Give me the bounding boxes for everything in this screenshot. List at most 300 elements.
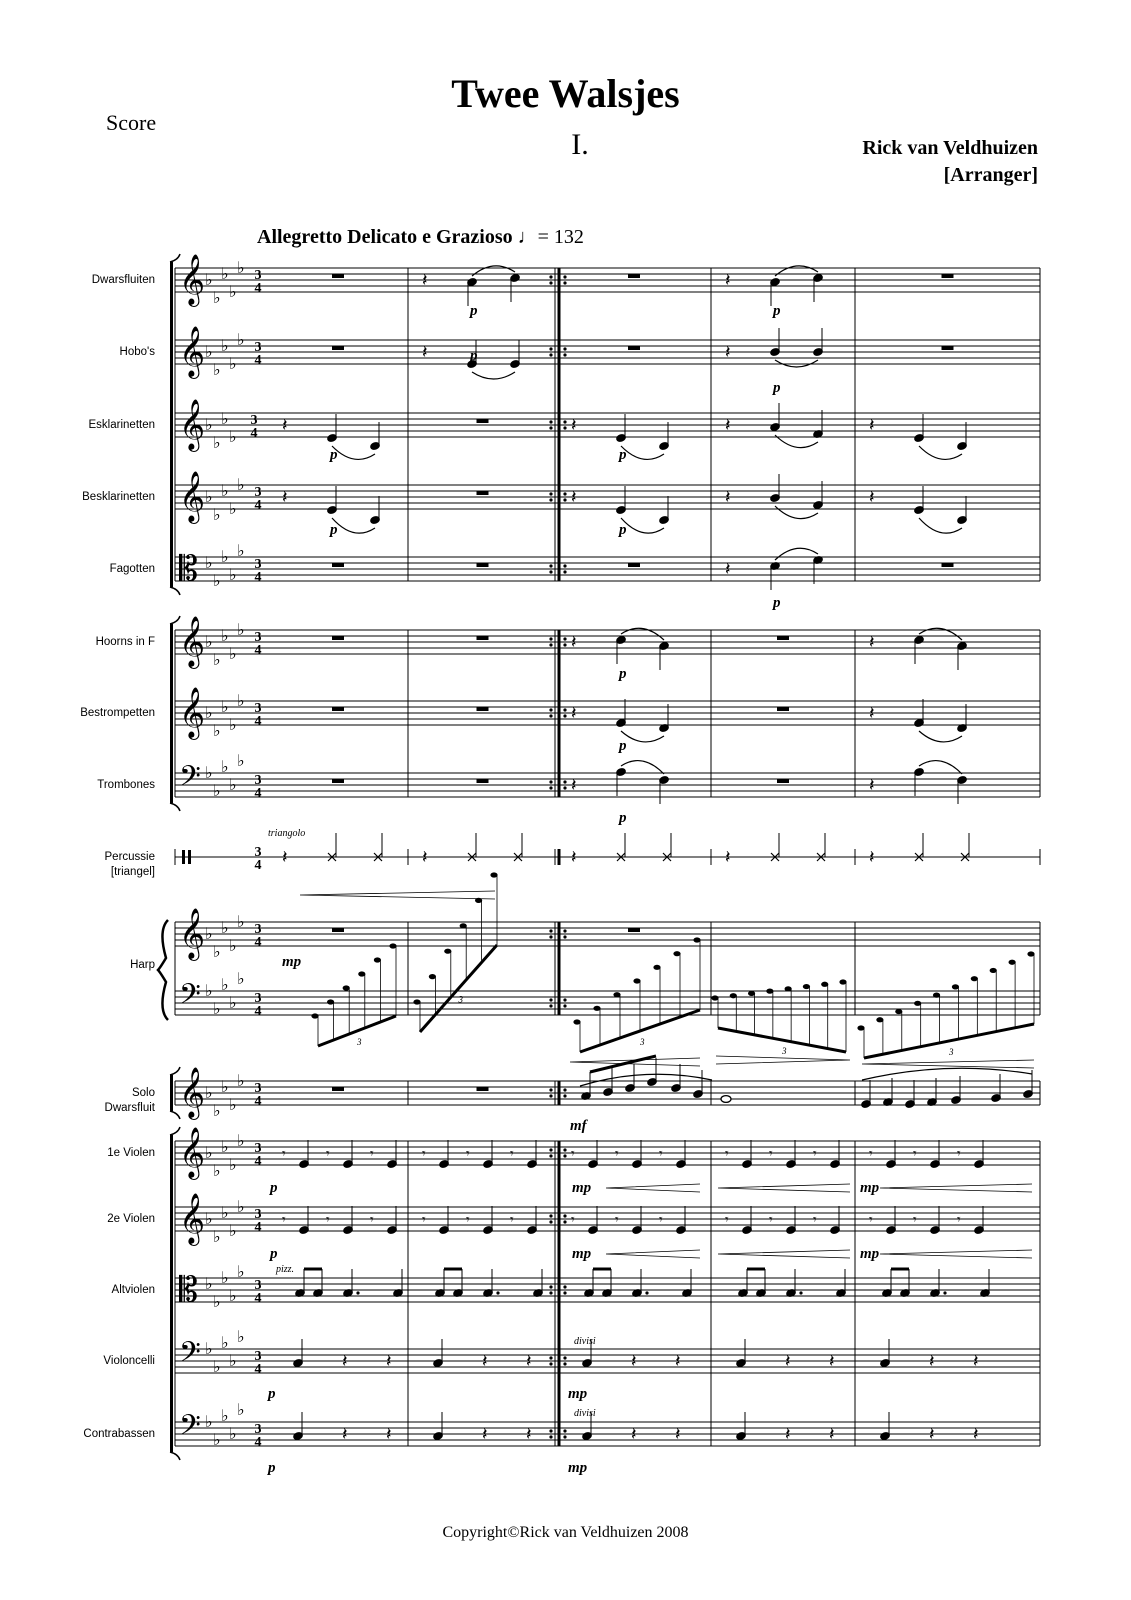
whole-rest-icon — [477, 563, 489, 567]
repeat-dot — [563, 353, 566, 356]
flat-icon: ♭ — [221, 1335, 229, 1352]
flat-icon: ♭ — [221, 338, 229, 355]
quarter-rest-icon: 𝄽 — [282, 415, 288, 435]
composer-name: Rick van Veldhuizen — [862, 137, 1038, 159]
eighth-rest-icon: 𝄾 — [813, 1213, 817, 1228]
note-head — [766, 989, 773, 994]
eighth-rest-icon: 𝄾 — [326, 1213, 330, 1228]
quarter-note-icon: ♩ — [517, 226, 538, 248]
clef-icon: 𝄞 — [179, 327, 206, 376]
eighth-rest-icon: 𝄾 — [326, 1147, 330, 1162]
slur — [472, 372, 515, 379]
quarter-rest-icon: 𝄽 — [631, 1424, 637, 1444]
eighth-rest-icon: 𝄾 — [725, 1147, 729, 1162]
clef-icon: 𝄢 — [179, 1411, 201, 1448]
instrument-label-violins-1: 1e Violen — [107, 1147, 155, 1159]
clef-icon: 𝄞 — [179, 255, 206, 304]
whole-rest-icon — [777, 636, 789, 640]
time-signature-numerator: 3 — [254, 268, 262, 283]
slur — [775, 506, 818, 519]
flat-icon: ♭ — [229, 1288, 237, 1305]
whole-rest-icon — [332, 1087, 344, 1091]
dynamic-p: p — [270, 1246, 278, 1262]
time-signature-numerator: 3 — [254, 922, 262, 937]
repeat-dot — [563, 492, 566, 495]
repeat-dot — [563, 498, 566, 501]
repeat-dot — [549, 564, 552, 567]
flat-icon: ♭ — [229, 938, 237, 955]
quarter-rest-icon: 𝄽 — [571, 415, 577, 435]
whole-rest-icon — [332, 779, 344, 783]
repeat-dot — [563, 564, 566, 567]
clef-icon: 𝄞 — [179, 1194, 206, 1243]
decrescendo-hairpin — [716, 1056, 850, 1064]
slur — [332, 518, 375, 533]
flat-icon: ♭ — [229, 284, 237, 301]
repeat-dot — [549, 714, 552, 717]
repeat-dot — [563, 998, 566, 1001]
quarter-rest-icon: 𝄽 — [675, 1424, 681, 1444]
time-signature-denominator: 4 — [254, 498, 262, 513]
quarter-rest-icon: 𝄽 — [482, 1424, 488, 1444]
repeat-dot — [563, 420, 566, 423]
quarter-rest-icon: 𝄽 — [725, 847, 731, 867]
repeat-dot — [549, 275, 552, 278]
quarter-rest-icon: 𝄽 — [829, 1424, 835, 1444]
slur — [332, 446, 375, 459]
tempo-text: Allegretto Delicato e Grazioso — [257, 226, 513, 248]
flat-icon: ♭ — [229, 356, 237, 373]
note-head — [933, 993, 940, 998]
half-note-head — [721, 1096, 731, 1103]
whole-rest-icon — [628, 563, 640, 567]
quarter-rest-icon: 𝄽 — [973, 1351, 979, 1371]
quarter-rest-icon: 𝄽 — [422, 270, 428, 290]
time-signature-denominator: 4 — [254, 570, 262, 585]
whole-rest-icon — [332, 346, 344, 350]
instrument-label-eb-clarinets: Esklarinetten — [88, 419, 155, 431]
time-signature-denominator: 4 — [254, 1154, 262, 1169]
dynamic-mp: mp — [568, 1386, 588, 1402]
whole-rest-icon — [332, 928, 344, 932]
tuplet-number: 3 — [782, 1046, 787, 1056]
flat-icon: ♭ — [237, 1402, 245, 1419]
whole-rest-icon — [628, 274, 640, 278]
dynamic-p: p — [773, 303, 781, 319]
eighth-rest-icon: 𝄾 — [282, 1147, 286, 1162]
eighth-rest-icon: 𝄾 — [422, 1147, 426, 1162]
repeat-dot — [563, 786, 566, 789]
flat-icon: ♭ — [229, 995, 237, 1012]
repeat-dot — [549, 498, 552, 501]
group-bracket — [170, 624, 173, 803]
whole-rest-icon — [477, 491, 489, 495]
note-head — [573, 1019, 580, 1024]
repeat-dot — [563, 1435, 566, 1438]
repeat-dot — [563, 1154, 566, 1157]
copyright-footer: Copyright©Rick van Veldhuizen 2008 — [442, 1524, 689, 1541]
eighth-rest-icon: 𝄾 — [282, 1213, 286, 1228]
dynamic-p: p — [470, 348, 478, 364]
flat-icon: ♭ — [213, 1229, 221, 1246]
flat-icon: ♭ — [205, 634, 213, 651]
repeat-dot — [549, 1362, 552, 1365]
quarter-rest-icon: 𝄽 — [725, 559, 731, 579]
quarter-rest-icon: 𝄽 — [631, 1351, 637, 1371]
flat-icon: ♭ — [237, 753, 245, 770]
time-signature-denominator: 4 — [250, 426, 258, 441]
harp-brace — [158, 920, 168, 1020]
eighth-rest-icon: 𝄾 — [370, 1213, 374, 1228]
note-head — [839, 979, 846, 984]
flat-icon: ♭ — [221, 549, 229, 566]
flat-icon: ♭ — [205, 1414, 213, 1431]
divisi-marking: divisi — [574, 1336, 596, 1347]
repeat-dot — [549, 708, 552, 711]
instrument-label-violins-2: 2e Violen — [107, 1213, 155, 1225]
flat-icon: ♭ — [205, 765, 213, 782]
dynamic-p: p — [270, 1180, 278, 1196]
quarter-rest-icon: 𝄽 — [869, 487, 875, 507]
eighth-rest-icon: 𝄾 — [659, 1147, 663, 1162]
repeat-dot — [549, 492, 552, 495]
flat-icon: ♭ — [205, 1341, 213, 1358]
repeat-dot — [563, 1220, 566, 1223]
repeat-dot — [563, 714, 566, 717]
repeat-dot — [549, 935, 552, 938]
flat-icon: ♭ — [213, 1103, 221, 1120]
group-bracket — [170, 1075, 173, 1111]
repeat-dot — [549, 1356, 552, 1359]
repeat-dot — [549, 1148, 552, 1151]
dynamic-mp: mp — [568, 1460, 588, 1476]
eighth-rest-icon: 𝄾 — [913, 1213, 917, 1228]
note-head — [876, 1017, 883, 1022]
crescendo-hairpin — [718, 1250, 850, 1258]
note-head — [914, 1001, 921, 1006]
eighth-rest-icon: 𝄾 — [510, 1147, 514, 1162]
time-signature-denominator: 4 — [254, 1435, 262, 1450]
time-signature-numerator: 3 — [254, 557, 262, 572]
flat-icon: ♭ — [221, 759, 229, 776]
whole-rest-icon — [777, 779, 789, 783]
flat-icon: ♭ — [213, 944, 221, 961]
repeat-dot — [549, 1220, 552, 1223]
flat-icon: ♭ — [205, 1276, 213, 1293]
time-signature-numerator: 3 — [254, 340, 262, 355]
repeat-dot — [549, 281, 552, 284]
flat-icon: ♭ — [205, 272, 213, 289]
repeat-dot — [563, 570, 566, 573]
eighth-rest-icon: 𝄾 — [466, 1213, 470, 1228]
tuplet-number: 3 — [949, 1047, 954, 1057]
time-signature-denominator: 4 — [254, 281, 262, 296]
note-head — [374, 957, 381, 962]
repeat-dot — [549, 786, 552, 789]
time-signature-denominator: 4 — [254, 1094, 262, 1109]
whole-rest-icon — [942, 563, 954, 567]
slur — [919, 446, 962, 459]
divisi-marking: divisi — [574, 1408, 596, 1419]
quarter-rest-icon: 𝄽 — [725, 415, 731, 435]
eighth-rest-icon: 𝄾 — [957, 1147, 961, 1162]
clef-icon: 𝄞 — [179, 688, 206, 737]
flat-icon: ♭ — [237, 1073, 245, 1090]
repeat-dot — [549, 1435, 552, 1438]
repeat-dot — [549, 998, 552, 1001]
repeat-dot — [549, 420, 552, 423]
clef-icon: 𝄞 — [179, 909, 206, 958]
time-signature-denominator: 4 — [254, 353, 262, 368]
dynamic-mp: mp — [572, 1180, 592, 1196]
instrument-label-percussion-sub: [triangel] — [110, 866, 155, 878]
repeat-dot — [563, 1291, 566, 1294]
time-signature-numerator: 3 — [250, 413, 258, 428]
crescendo-hairpin — [880, 1250, 1032, 1258]
whole-rest-icon — [477, 707, 489, 711]
note-head — [748, 991, 755, 996]
flat-icon: ♭ — [237, 971, 245, 988]
quarter-rest-icon: 𝄽 — [869, 415, 875, 435]
note-head — [460, 923, 467, 928]
flat-icon: ♭ — [221, 483, 229, 500]
flat-icon: ♭ — [221, 411, 229, 428]
flat-icon: ♭ — [213, 1432, 221, 1449]
repeat-dot — [563, 1285, 566, 1288]
instrument-label-cellos: Violoncelli — [103, 1355, 155, 1367]
eighth-rest-icon: 𝄾 — [615, 1147, 619, 1162]
instrument-label-bassoons: Fagotten — [109, 563, 155, 575]
instrument-label-violas: Altviolen — [111, 1284, 155, 1296]
eighth-rest-icon: 𝄾 — [869, 1213, 873, 1228]
flat-icon: ♭ — [237, 332, 245, 349]
flat-icon: ♭ — [229, 717, 237, 734]
flat-icon: ♭ — [229, 567, 237, 584]
quarter-rest-icon: 𝄽 — [869, 703, 875, 723]
instrument-label-percussion-name: Percussie — [104, 851, 155, 863]
repeat-dot — [563, 643, 566, 646]
repeat-dot — [563, 1362, 566, 1365]
slur — [919, 731, 962, 742]
repeat-dot — [563, 1088, 566, 1091]
flat-icon: ♭ — [237, 1199, 245, 1216]
pizz-marking: pizz. — [276, 1264, 295, 1275]
time-signature-numerator: 3 — [254, 1141, 262, 1156]
clef-icon: 𝄢 — [179, 762, 201, 799]
time-signature-numerator: 3 — [254, 485, 262, 500]
note-head — [358, 971, 365, 976]
quarter-rest-icon: 𝄽 — [386, 1351, 392, 1371]
flat-icon: ♭ — [229, 1097, 237, 1114]
quarter-rest-icon: 𝄽 — [571, 775, 577, 795]
tuplet-number: 3 — [640, 1037, 645, 1047]
repeat-dot — [563, 1214, 566, 1217]
quarter-rest-icon: 𝄽 — [725, 487, 731, 507]
time-signature-numerator: 3 — [254, 1207, 262, 1222]
repeat-dot — [549, 1004, 552, 1007]
repeat-dot — [549, 637, 552, 640]
repeat-dot — [549, 643, 552, 646]
flat-icon: ♭ — [237, 260, 245, 277]
clef-icon: 𝄞 — [179, 400, 206, 449]
eighth-rest-icon: 𝄾 — [869, 1147, 873, 1162]
slur — [621, 518, 664, 533]
repeat-dot — [563, 708, 566, 711]
flat-icon: ♭ — [205, 417, 213, 434]
time-signature-denominator: 4 — [254, 935, 262, 950]
whole-rest-icon — [777, 707, 789, 711]
flat-icon: ♭ — [213, 1294, 221, 1311]
note-head — [711, 995, 718, 1000]
quarter-rest-icon: 𝄽 — [386, 1424, 392, 1444]
slur — [621, 731, 664, 742]
note-head — [444, 949, 451, 954]
note-head — [613, 992, 620, 997]
flat-icon: ♭ — [237, 477, 245, 494]
flat-icon: ♭ — [221, 266, 229, 283]
crescendo-hairpin — [718, 1184, 850, 1192]
tempo-value: = 132 — [537, 226, 584, 248]
repeat-dot — [549, 780, 552, 783]
tuplet-number: 3 — [458, 994, 463, 1005]
eighth-rest-icon: 𝄾 — [510, 1213, 514, 1228]
clef-icon: 𝄞 — [179, 472, 206, 521]
dynamic-mp: mp — [860, 1246, 880, 1262]
flat-icon: ♭ — [213, 1001, 221, 1018]
flat-icon: ♭ — [205, 1085, 213, 1102]
dynamic-mp: mp — [282, 954, 302, 970]
time-signature-denominator: 4 — [254, 786, 262, 801]
time-signature-denominator: 4 — [254, 714, 262, 729]
group-bracket — [170, 1135, 173, 1452]
flat-icon: ♭ — [237, 1133, 245, 1150]
dynamic-p: p — [330, 447, 338, 463]
whole-rest-icon — [332, 563, 344, 567]
crescendo-hairpin — [862, 1060, 1034, 1068]
quarter-rest-icon: 𝄽 — [526, 1424, 532, 1444]
instrument-label-bb-clarinets: Besklarinetten — [82, 491, 155, 503]
flat-icon: ♭ — [229, 1223, 237, 1240]
whole-rest-icon — [628, 346, 640, 350]
whole-rest-icon — [477, 1087, 489, 1091]
instrument-label-flutes: Dwarsfluiten — [91, 274, 155, 286]
eighth-rest-icon: 𝄾 — [466, 1147, 470, 1162]
flat-icon: ♭ — [221, 920, 229, 937]
dot — [356, 1291, 359, 1294]
time-signature-denominator: 4 — [254, 643, 262, 658]
eighth-rest-icon: 𝄾 — [957, 1213, 961, 1228]
flat-icon: ♭ — [237, 693, 245, 710]
dynamic-p: p — [619, 522, 627, 538]
quarter-rest-icon: 𝄽 — [282, 487, 288, 507]
note-head — [343, 985, 350, 990]
clef-icon: 𝄞 — [179, 617, 206, 666]
bracket-hook — [170, 803, 180, 811]
instrument-label-trumpets: Bestrompetten — [80, 707, 155, 719]
crescendo-hairpin — [606, 1184, 700, 1192]
note-head — [1027, 951, 1034, 956]
flat-icon: ♭ — [205, 1211, 213, 1228]
flat-icon: ♭ — [229, 777, 237, 794]
crescendo-hairpin — [606, 1250, 700, 1258]
clef-icon: 𝄢 — [179, 1338, 201, 1375]
flat-icon: ♭ — [213, 435, 221, 452]
time-signature-numerator: 3 — [254, 1278, 262, 1293]
quarter-rest-icon: 𝄽 — [571, 632, 577, 652]
repeat-dot — [549, 1094, 552, 1097]
repeat-dot — [563, 637, 566, 640]
flat-icon: ♭ — [229, 1157, 237, 1174]
dot — [943, 1291, 946, 1294]
eighth-rest-icon: 𝄾 — [571, 1213, 575, 1228]
quarter-rest-icon: 𝄽 — [342, 1351, 348, 1371]
flat-icon: ♭ — [229, 1426, 237, 1443]
repeat-dot — [549, 570, 552, 573]
dynamic-mf: mf — [570, 1118, 587, 1134]
time-signature-numerator: 3 — [254, 1349, 262, 1364]
dynamic-p: p — [773, 595, 781, 611]
whole-rest-icon — [477, 636, 489, 640]
note-head — [803, 984, 810, 989]
repeat-dot — [549, 347, 552, 350]
time-signature-numerator: 3 — [254, 991, 262, 1006]
repeat-dot — [549, 1214, 552, 1217]
note-head — [952, 984, 959, 989]
time-signature-numerator: 3 — [254, 1081, 262, 1096]
composer-role: [Arranger] — [943, 164, 1038, 186]
slur — [862, 1068, 1032, 1080]
note-head — [990, 968, 997, 973]
note-head — [895, 1009, 902, 1014]
clef-icon: 𝄡 — [179, 1272, 198, 1309]
beam — [420, 945, 497, 1032]
quarter-rest-icon: 𝄽 — [482, 1351, 488, 1371]
instrument-label-solo-flute-sub: Dwarsfluit — [104, 1102, 155, 1114]
bracket-hook — [170, 1452, 180, 1460]
repeat-dot — [563, 1094, 566, 1097]
flat-icon: ♭ — [213, 362, 221, 379]
tuplet-number: 3 — [357, 1037, 362, 1047]
dynamic-mp: mp — [572, 1246, 592, 1262]
flat-icon: ♭ — [205, 555, 213, 572]
clef-icon: 𝄞 — [179, 1068, 206, 1117]
flat-icon: ♭ — [221, 628, 229, 645]
quarter-rest-icon: 𝄽 — [282, 847, 288, 867]
quarter-rest-icon: 𝄽 — [342, 1424, 348, 1444]
quarter-rest-icon: 𝄽 — [869, 632, 875, 652]
quarter-rest-icon: 𝄽 — [571, 487, 577, 507]
instrument-label-trombones: Trombones — [97, 779, 155, 791]
dynamic-p: p — [619, 738, 627, 754]
quarter-rest-icon: 𝄽 — [725, 342, 731, 362]
flat-icon: ♭ — [205, 926, 213, 943]
dynamic-p: p — [619, 810, 627, 826]
percussion-clef — [188, 850, 191, 864]
score-label: Score — [106, 110, 157, 135]
crescendo-hairpin — [880, 1184, 1032, 1192]
flat-icon: ♭ — [221, 1270, 229, 1287]
slur — [919, 761, 962, 774]
note-head — [693, 937, 700, 942]
note-head — [311, 1013, 318, 1018]
instrument-label-basses: Contrabassen — [83, 1428, 155, 1440]
slur — [919, 518, 962, 533]
flat-icon: ♭ — [221, 1205, 229, 1222]
repeat-dot — [563, 929, 566, 932]
repeat-dot — [563, 347, 566, 350]
dynamic-p: p — [470, 303, 478, 319]
time-signature-denominator: 4 — [254, 1220, 262, 1235]
